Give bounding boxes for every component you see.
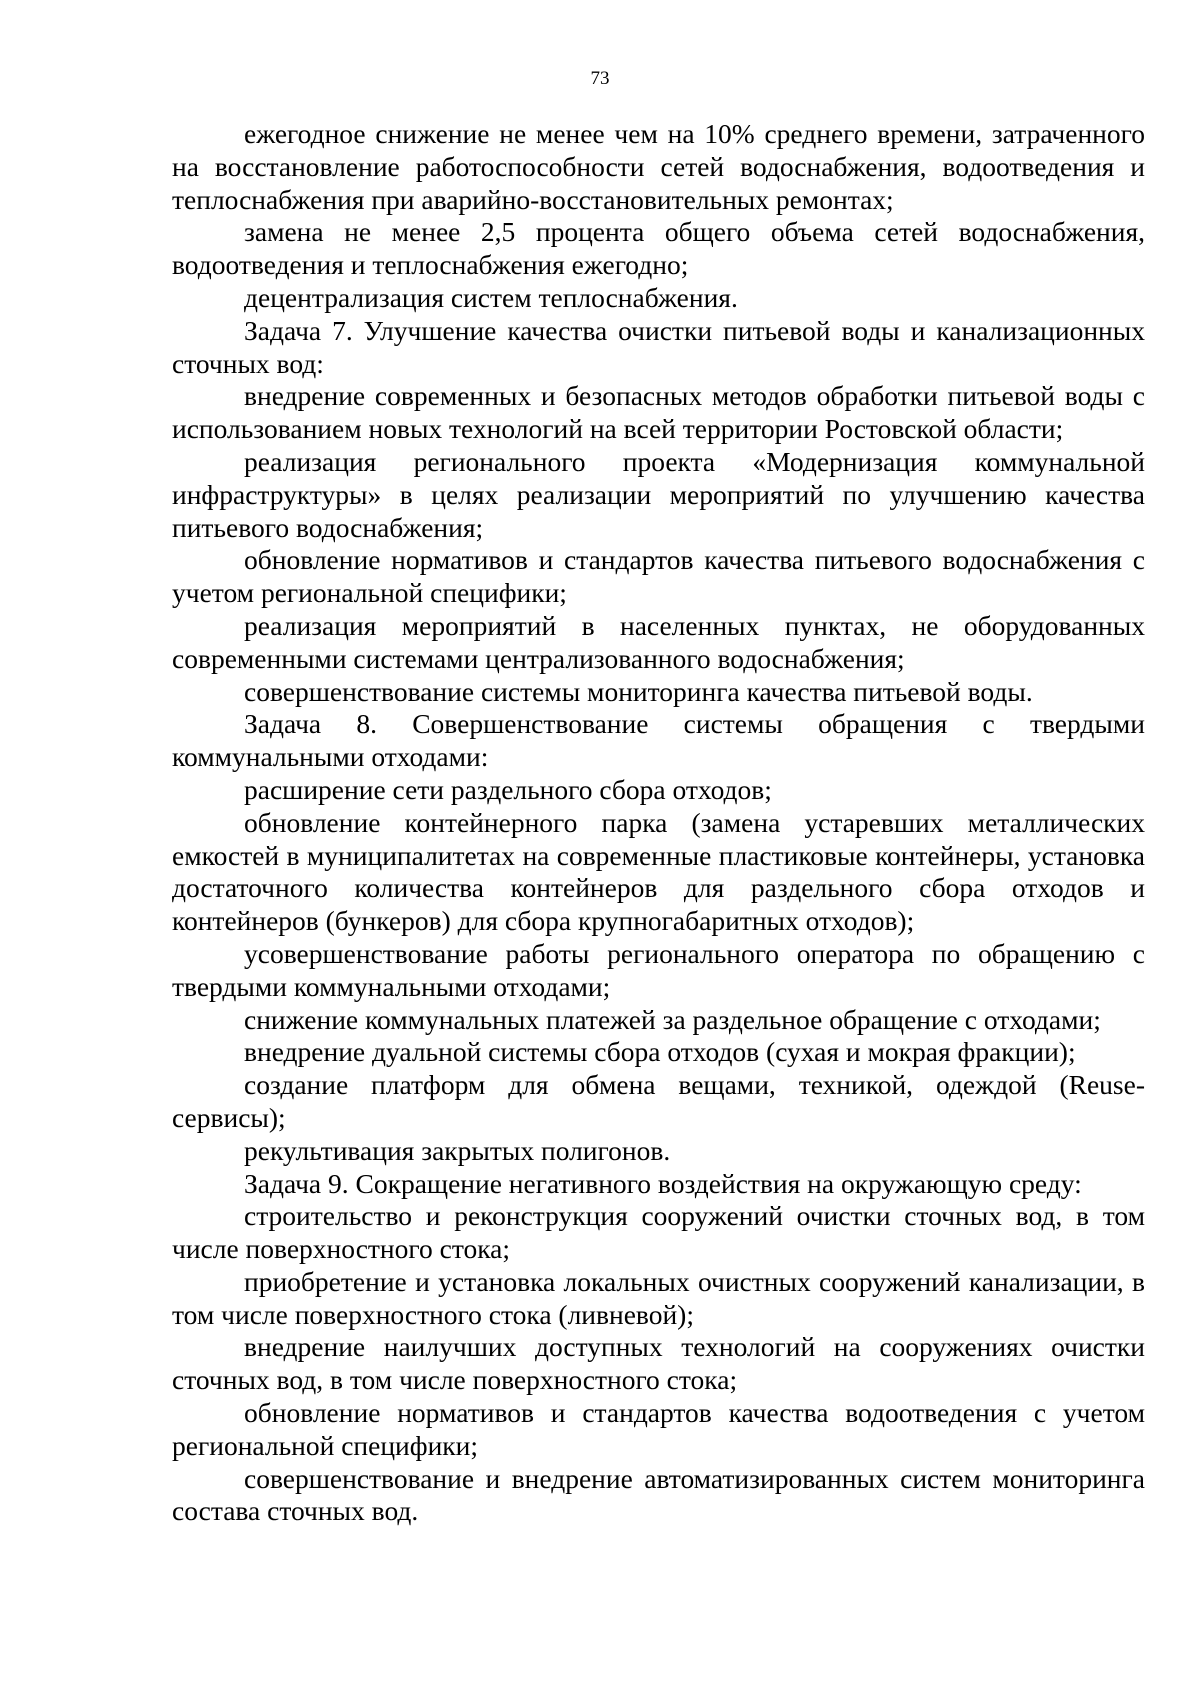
- page-number: 73: [590, 68, 610, 89]
- task-heading: Задача 7. Улучшение качества очистки питьевой воды и канализационных сточных вод:: [172, 314, 1145, 379]
- paragraph: рекультивация закрытых полигонов.: [244, 1134, 671, 1166]
- paragraph: расширение сети раздельного сбора отходов;: [244, 773, 772, 805]
- paragraph: внедрение современных и безопасных методов обработки питьевой воды с использованием новых технологий на всей территории Ростовской области;: [172, 380, 1145, 445]
- paragraph: усовершенствование работы регионального оператора по обращению с твердыми коммунальными отходами;: [172, 937, 1145, 1002]
- paragraph: снижение коммунальных платежей за раздельное обращение с отходами;: [244, 1003, 1101, 1035]
- document-body: [172, 118, 1145, 1528]
- paragraph: ежегодное снижение не менее чем на 10% среднего времени, затраченного на восстановление работоспособности сетей водоснабжения, водоотведения и теплоснабжения при аварийно-восстановительных ремонтах;: [172, 118, 1145, 215]
- paragraph: реализация регионального проекта «Модернизация коммунальной инфраструктуры» в целях реализации мероприятий по улучшению качества питьевого водоснабжения;: [172, 445, 1145, 543]
- paragraph: децентрализация систем теплоснабжения.: [244, 281, 738, 313]
- paragraph: обновление нормативов и стандартов качества водоотведения с учетом региональной специфики;: [172, 1397, 1145, 1461]
- paragraph: обновление нормативов и стандартов качества питьевого водоснабжения с учетом региональной специфики;: [172, 544, 1145, 609]
- paragraph: обновление контейнерного парка (замена устаревших металлических емкостей в муниципалитетах на современные пластиковые контейнеры, установка достаточного количества контейнеров для раздельного сбора отходов и контейнеров (бункеров) для сбора крупногабаритных отходов);: [172, 806, 1145, 937]
- task-heading: Задача 9. Сокращение негативного воздействия на окружающую среду:: [244, 1167, 1082, 1199]
- paragraph: замена не менее 2,5 процента общего объема сетей водоснабжения, водоотведения и теплоснабжения ежегодно;: [172, 216, 1145, 281]
- paragraph: внедрение дуальной системы сбора отходов (сухая и мокрая фракции);: [244, 1036, 1076, 1068]
- paragraph: внедрение наилучших доступных технологий на сооружениях очистки сточных вод, в том числе поверхностного стока;: [172, 1331, 1145, 1396]
- paragraph: реализация мероприятий в населенных пунктах, не оборудованных современными системами централизованного водоснабжения;: [172, 609, 1145, 674]
- task-heading: Задача 8. Совершенствование системы обращения с твердыми коммунальными отходами:: [172, 708, 1145, 773]
- paragraph: создание платформ для обмена вещами, техникой, одеждой (Reuse-сервисы);: [172, 1069, 1145, 1133]
- paragraph: совершенствование и внедрение автоматизированных систем мониторинга состава сточных вод.: [172, 1462, 1145, 1527]
- paragraph: совершенствование системы мониторинга качества питьевой воды.: [244, 675, 1033, 707]
- paragraph: строительство и реконструкция сооружений очистки сточных вод, в том числе поверхностного стока;: [172, 1200, 1145, 1265]
- paragraph: приобретение и установка локальных очистных сооружений канализации, в том числе поверхностного стока (ливневой);: [172, 1265, 1145, 1330]
